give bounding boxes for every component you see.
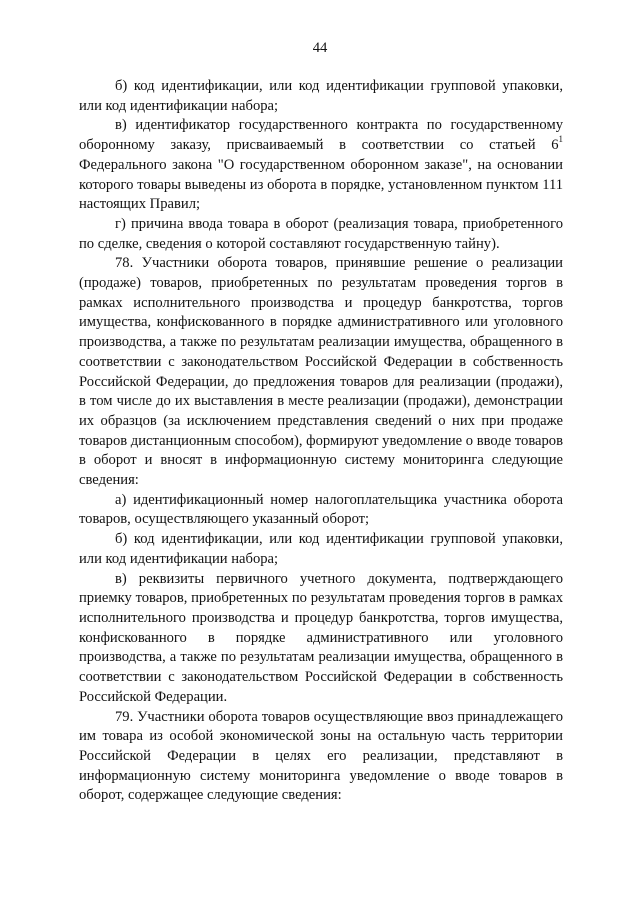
paragraph-79: 79. Участники оборота товаров осуществляющие ввоз принадлежащего им товара из особой экономической зоны на остальную часть территории Российской Федерации в целях его реализации, представляют в информационную систему мониторинга уведомление о вводе товаров в оборот, содержащее следующие сведения: [79,708,563,804]
page-number: 44 [312,40,328,56]
paragraph-b-code-identification-2: б) код идентификации, или код идентификации групповой упаковки, или код идентификации набора; [79,531,563,567]
paragraph-v-text-end: Федерального закона "О государственном оборонном заказе", на основании которого товары выведены из оборота в порядке, установленном пунктом 111 настоящих Правил; [79,156,563,213]
paragraph-g-reason: г) причина ввода товара в оборот (реализация товара, приобретенного по сделке, сведения о которой составляют государственную тайну). [79,215,563,252]
paragraph-v-primary-document: в) реквизиты первичного учетного документа, подтверждающего приемку товаров, приобретенных по результатам проведения торгов в рамках исполнительного производства и процедур банкротства, торгов имущества, конфискованного в порядке административного или уголовного производства, а также по результатам реализации имущества, обращенного в соответствии с законодательством Российской Федерации в собственность Российской Федерации. [79,570,563,705]
article-superscript: 1 [558,134,563,145]
paragraph-v-contract-identifier [79,116,563,215]
paragraph-v-text-start: в) идентификатор государственного контракта по государственному оборонному заказу, присваиваемый в соответствии со статьей 6 [79,117,563,154]
paragraph-b-code-identification: б) код идентификации, или код идентификации групповой упаковки, или код идентификации набора; [79,78,563,114]
paragraph-78: 78. Участники оборота товаров, принявшие решение о реализации (продаже) товаров, приобретенных по результатам проведения торгов в рамках исполнительного производства и процедур банкротства, торгов имущества, конфискованного в порядке административного или уголовного производства, а также по результатам реализации имущества, обращенного в соответствии с законодательством Российской Федерации в собственность Российской Федерации, до предложения товаров для реализации (продажи), в том числе до их выставления в месте реализации (продажи), демонстрации их образцов (за исключением представления сведений о них при продаже товаров дистанционным способом), формируют уведомление о вводе товаров в оборот и вносят в информационную систему мониторинга следующие сведения: [79,255,563,489]
document-body [79,77,563,806]
paragraph-a-inn: а) идентификационный номер налогоплательщика участника оборота товаров, осуществляющего указанный оборот; [79,491,563,528]
